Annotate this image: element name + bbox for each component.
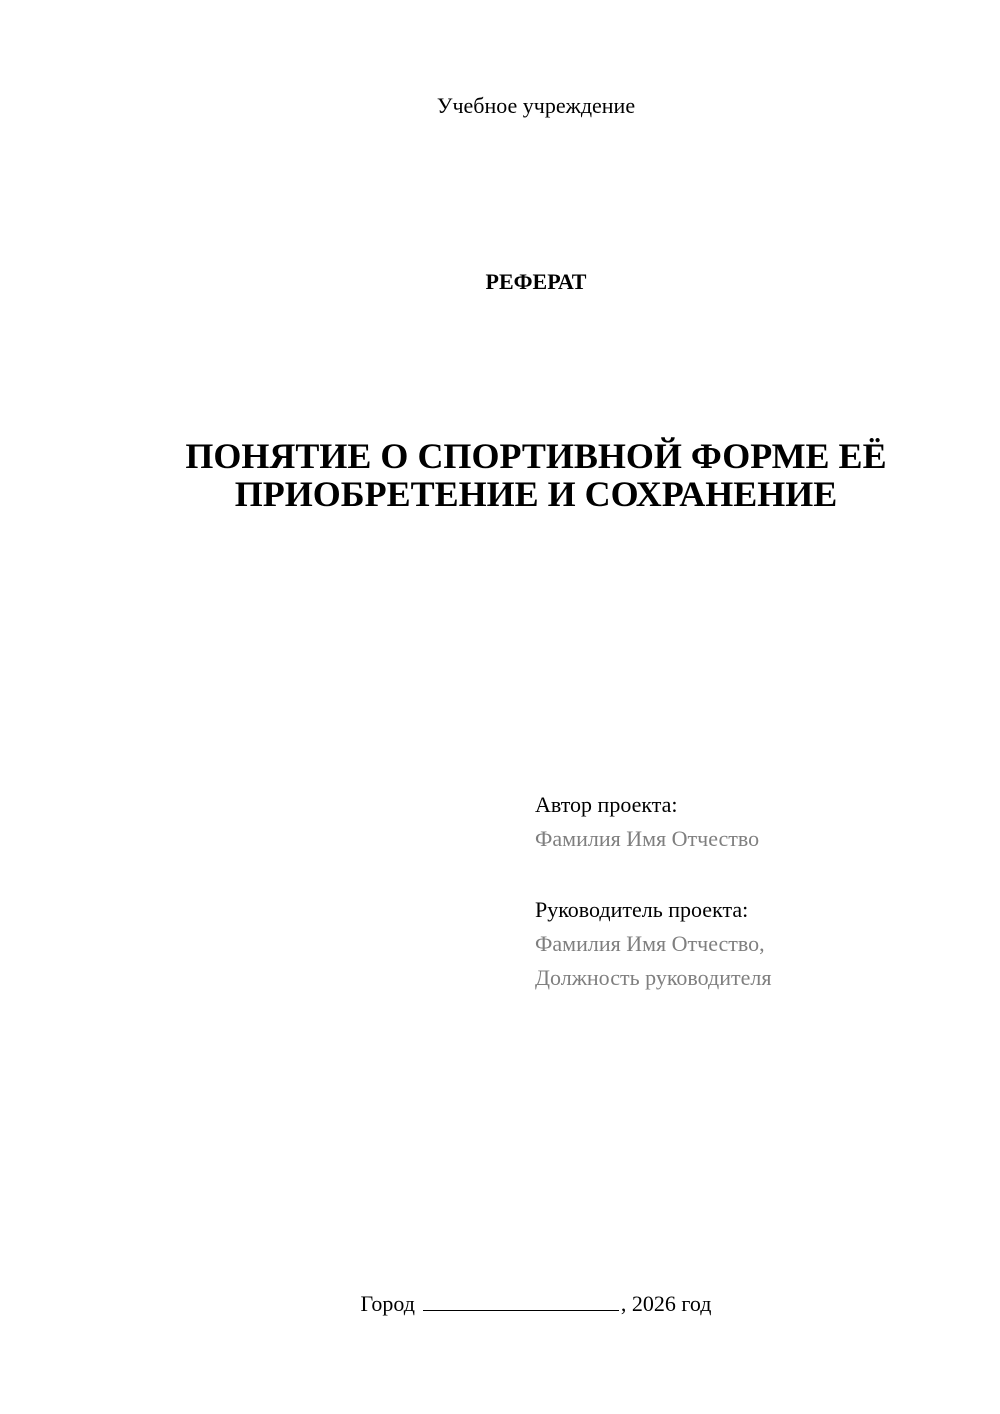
document-title-line: ПРИОБРЕТЕНИЕ И СОХРАНЕНИЕ (234, 474, 838, 514)
supervisor-label: Руководитель проекта: (535, 897, 749, 922)
document-title (120, 437, 952, 513)
author-label: Автор проекта: (535, 792, 678, 817)
author-name: Фамилия Имя Отчество (535, 826, 760, 851)
city-blank-line (423, 1290, 619, 1311)
institution-name: Учебное учреждение (436, 93, 636, 118)
year-text: , 2026 год (620, 1291, 712, 1316)
document-type: РЕФЕРАТ (485, 269, 587, 294)
supervisor-position: Должность руководителя (535, 965, 772, 990)
city-label: Город (360, 1291, 415, 1316)
document-title-line: ПОНЯТИЕ О СПОРТИВНОЙ ФОРМЕ ЕЁ (185, 436, 887, 476)
city-year-line (0, 1290, 1000, 1318)
people-block (535, 788, 975, 995)
supervisor-name: Фамилия Имя Отчество, (535, 931, 765, 956)
